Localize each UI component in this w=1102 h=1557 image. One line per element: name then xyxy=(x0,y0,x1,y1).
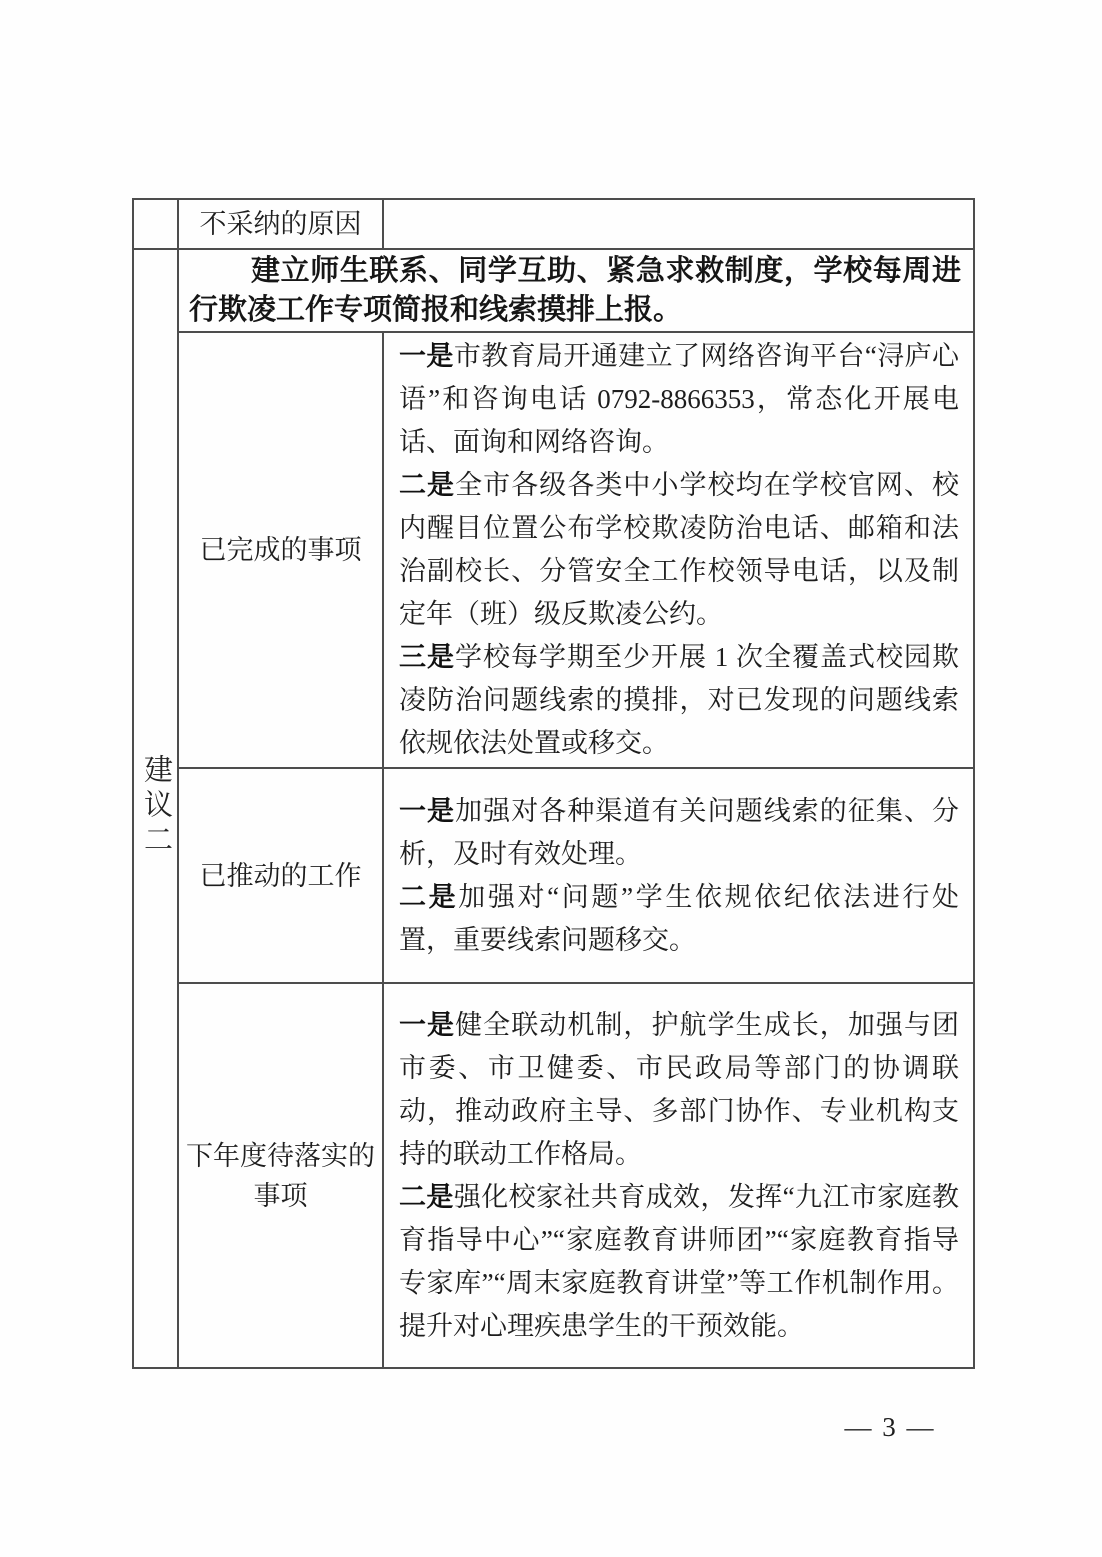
content-item xyxy=(384,1004,973,1176)
content-item xyxy=(384,335,973,464)
item-lead: 一是 xyxy=(399,795,456,826)
suggestion-number-label: 建议二 xyxy=(140,753,172,859)
item-lead: 二是 xyxy=(399,470,456,500)
item-lead: 三是 xyxy=(399,642,455,672)
item-text: 市教育局开通建立了网络咨询平台“浔庐心语”和咨询电话 0792-8866353，常态化开展电话、面询和网络咨询。 xyxy=(399,341,960,457)
rejected-reason-label-cell xyxy=(178,199,383,249)
content-item xyxy=(384,876,973,962)
empty-corner-cell xyxy=(133,199,178,249)
next-year-label: 下年度待落实的事项 xyxy=(186,1140,375,1211)
item-text: 学校每学期至少开展 1 次全覆盖式校园欺凌防治问题线索的摸排，对已发现的问题线索依规依法处置或移交。 xyxy=(399,642,959,758)
item-lead: 一是 xyxy=(399,1009,456,1040)
item-lead: 一是 xyxy=(399,341,454,371)
content-item xyxy=(384,1176,973,1348)
content-item xyxy=(384,636,973,765)
item-text: 全市各级各类中小学校均在学校官网、校内醒目位置公布学校欺凌防治电话、邮箱和法治副校长、分管安全工作校领导电话，以及制定年（班）级反欺凌公约。 xyxy=(399,470,960,629)
completed-label: 已完成的事项 xyxy=(199,535,362,565)
next-year-label-cell xyxy=(178,983,383,1368)
suggestion-number-cell xyxy=(133,249,178,1368)
promoted-label-cell xyxy=(178,768,383,983)
suggestion-summary-cell xyxy=(178,249,974,332)
page-number: — 3 — xyxy=(844,1412,936,1442)
next-year-content-cell xyxy=(383,983,974,1368)
rejected-reason-label: 不采纳的原因 xyxy=(199,209,362,239)
table-row-suggestion-summary xyxy=(133,249,974,332)
table-row-next-year xyxy=(133,983,974,1368)
promoted-label: 已推动的工作 xyxy=(199,860,362,891)
suggestion-summary-text: 建立师生联系、同学互助、紧急求救制度，学校每周进行欺凌工作专项简报和线索摸排上报。 xyxy=(189,254,961,326)
table-row-completed xyxy=(133,332,974,768)
item-lead: 二是 xyxy=(399,881,459,912)
item-text: 强化校家社共育成效，发挥“九江市家庭教育指导中心”“家庭教育讲师团”“家庭教育指导专家库”“周末家庭教育讲堂”等工作机制作用。提升对心理疾患学生的干预效能。 xyxy=(399,1181,960,1341)
item-text: 加强对“问题”学生依规依纪依法进行处置，重要线索问题移交。 xyxy=(399,881,960,955)
table-row-rejected-reason xyxy=(133,199,974,249)
item-text: 加强对各种渠道有关问题线索的征集、分析，及时有效处理。 xyxy=(399,795,960,869)
item-lead: 二是 xyxy=(399,1181,454,1212)
item-text: 健全联动机制，护航学生成长，加强与团市委、市卫健委、市民政局等部门的协调联动，推动政府主导、多部门协作、专业机构支持的联动工作格局。 xyxy=(399,1009,960,1169)
promoted-content-cell xyxy=(383,768,974,983)
completed-label-cell xyxy=(178,332,383,768)
completed-content-cell xyxy=(383,332,974,768)
content-item xyxy=(384,464,973,636)
content-item xyxy=(384,790,973,876)
suggestion-table xyxy=(132,198,975,1369)
table-row-promoted xyxy=(133,768,974,983)
rejected-reason-value-cell xyxy=(383,199,974,249)
